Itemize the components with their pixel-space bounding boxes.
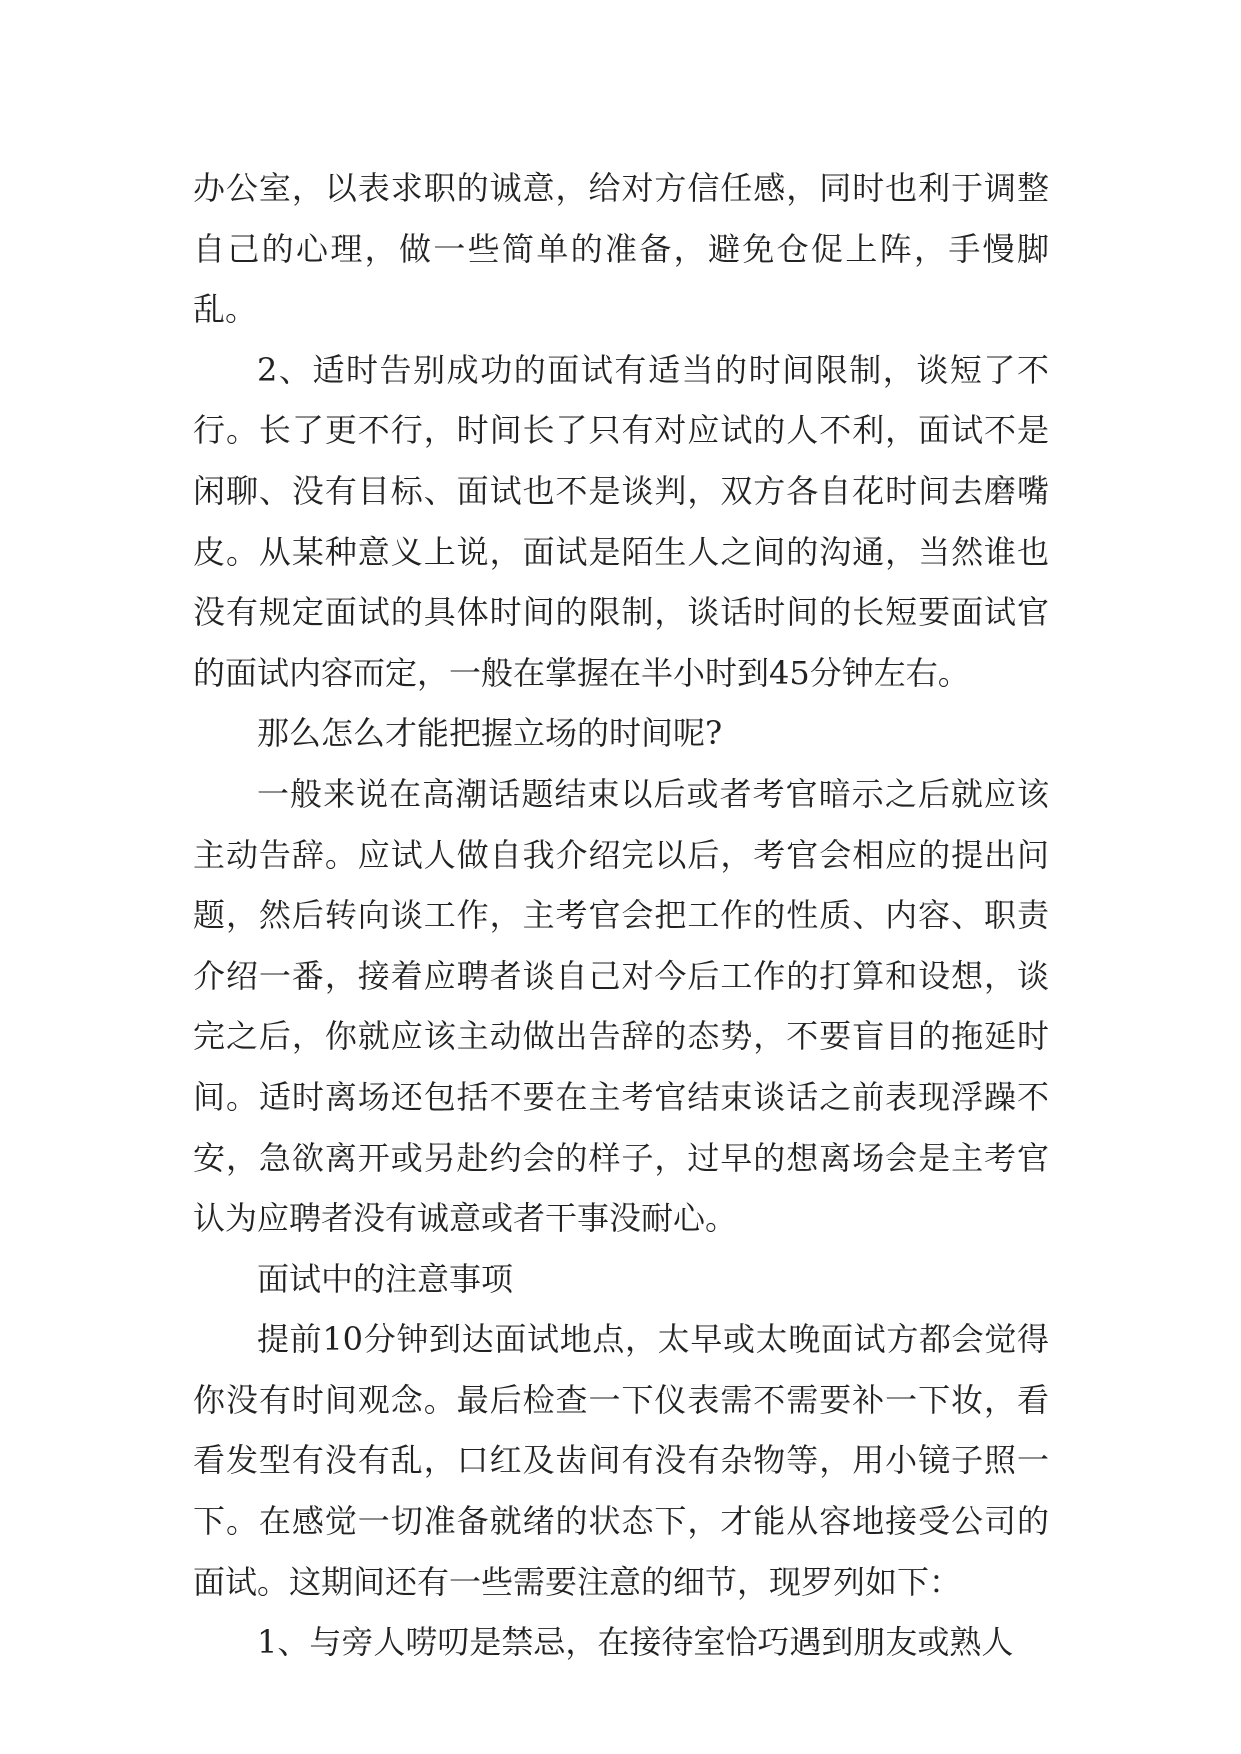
section-heading-notes: 面试中的注意事项 <box>257 1259 514 1298</box>
paragraph-item-chatting: 1、与旁人唠叨是禁忌，在接待室恰巧遇到朋友或熟人 <box>257 1623 1014 1662</box>
paragraph-arrive-early: 提前10分钟到达面试地点，太早或太晚面试方都会觉得你没有时间观念。最后检查一下仪表需不需要补一下妆，看看发型有没有乱，口红及齿间有没有杂物等，用小镜子照一下。在感觉一切准备就绪的状态下，才能从容地接受公司的面试。这期间还有一些需要注意的细节，现罗列如下： <box>193 1320 1049 1601</box>
document-body <box>193 158 1049 1673</box>
paragraph-question: 那么怎么才能把握立场的时间呢? <box>257 714 723 753</box>
paragraph-office-sincerity: 办公室，以表求职的诚意，给对方信任感，同时也利于调整自己的心理，做一些简单的准备，避免仓促上阵，手慢脚乱。 <box>193 169 1049 329</box>
paragraph-timely-farewell: 2、适时告别成功的面试有适当的时间限制，谈短了不行。长了更不行，时间长了只有对应试的人不利，面试不是闲聊、没有目标、面试也不是谈判，双方各自花时间去磨嘴皮。从某种意义上说，面试是陌生人之间的沟通，当然谁也没有规定面试的具体时间的限制，谈话时间的长短要面试官的面试内容而定，一般在掌握在半小时到45分钟左右。 <box>193 350 1049 692</box>
paragraph-leave-timing: 一般来说在高潮话题结束以后或者考官暗示之后就应该主动告辞。应试人做自我介绍完以后，考官会相应的提出问题，然后转向谈工作，主考官会把工作的性质、内容、职责介绍一番，接着应聘者谈自己对今后工作的打算和设想，谈完之后，你就应该主动做出告辞的态势，不要盲目的拖延时间。适时离场还包括不要在主考官结束谈话之前表现浮躁不安，急欲离开或另赴约会的样子，过早的想离场会是主考官认为应聘者没有诚意或者干事没耐心。 <box>193 774 1049 1238</box>
